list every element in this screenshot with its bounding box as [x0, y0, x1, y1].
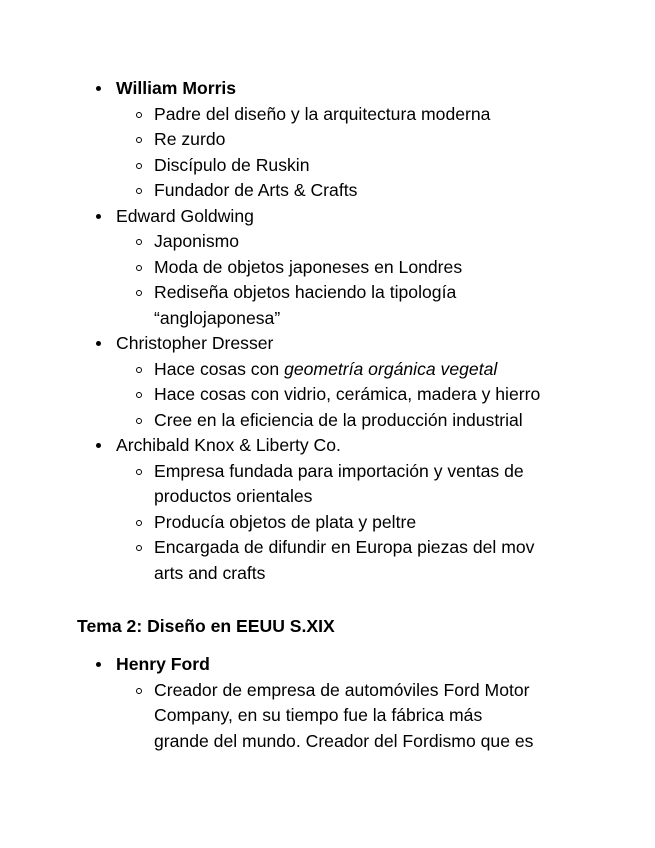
- bullet-disc-icon: [96, 662, 101, 667]
- sub-item-italic-text: geometría orgánica vegetal: [284, 358, 498, 379]
- sub-item-text: Encargada de difundir en Europa piezas del mov: [154, 537, 535, 557]
- bullet-circle-icon: [136, 418, 142, 424]
- list-item-edward-goldwing: [96, 204, 636, 230]
- section-heading: Tema 2: Diseño en EEUU S.XIX: [77, 616, 335, 636]
- sub-item-text: Moda de objetos japoneses en Londres: [154, 256, 463, 277]
- list-item-william-morris: [96, 76, 636, 102]
- sub-item-text: Discípulo de Ruskin: [154, 154, 310, 175]
- sub-item-text: productos orientales: [154, 486, 313, 506]
- list-item-label: Edward Goldwing: [116, 205, 254, 226]
- sub-item-text: grande del mundo. Creador del Fordismo que es: [154, 730, 534, 751]
- sub-item: [96, 127, 636, 153]
- bullet-disc-icon: [96, 341, 101, 346]
- sub-item: [96, 280, 636, 306]
- sub-item-text: Empresa fundada para importación y ventas de: [154, 460, 524, 481]
- sub-item-continuation: [96, 729, 636, 755]
- sub-item-text: Company, en su tiempo fue la fábrica más: [154, 705, 483, 725]
- sub-item: [96, 459, 636, 485]
- bullet-circle-icon: [136, 112, 142, 118]
- list-item-henry-ford: [96, 652, 636, 678]
- sub-item: [96, 153, 636, 179]
- sub-item-text: Rediseña objetos haciendo la tipología: [154, 282, 457, 302]
- list-item-label: Archibald Knox & Liberty Co.: [116, 435, 341, 455]
- sub-item-text: Fundador de Arts & Crafts: [154, 180, 358, 200]
- sub-item-text: Padre del diseño y la arquitectura moderna: [154, 103, 491, 124]
- bullet-circle-icon: [136, 265, 142, 271]
- sub-list-edward-goldwing: [96, 229, 636, 331]
- list-item-label: Henry Ford: [116, 654, 210, 674]
- sub-item-text: Creador de empresa de automóviles Ford Motor: [154, 679, 530, 700]
- sub-item: [96, 178, 636, 204]
- bullet-disc-icon: [96, 214, 101, 219]
- sub-item-text: “anglojaponesa”: [154, 307, 281, 328]
- bullet-circle-icon: [136, 469, 142, 475]
- bullet-circle-icon: [136, 392, 142, 398]
- sub-item-text: Re zurdo: [154, 129, 226, 149]
- bullet-disc-icon: [96, 86, 101, 91]
- sub-item-text: Japonismo: [154, 231, 240, 251]
- bullet-circle-icon: [136, 163, 142, 169]
- sub-item: [96, 510, 636, 536]
- sub-list-christopher-dresser: [96, 357, 636, 434]
- bullet-circle-icon: [136, 520, 142, 526]
- bullet-disc-icon: [96, 443, 101, 448]
- list-item-archibald-knox: [96, 433, 636, 459]
- bullet-circle-icon: [136, 137, 142, 143]
- sub-list-henry-ford: [96, 678, 636, 755]
- sub-item: [96, 229, 636, 255]
- sub-item-continuation: [96, 561, 636, 587]
- sub-list-archibald-knox: [96, 459, 636, 587]
- sub-item: [96, 357, 636, 383]
- bullet-list-section-1: [96, 76, 636, 586]
- sub-item-text: arts and crafts: [154, 562, 266, 583]
- sub-item: [96, 382, 636, 408]
- sub-list-william-morris: [96, 102, 636, 204]
- sub-item-text: Cree en la eficiencia de la producción industrial: [154, 409, 523, 430]
- sub-item: [96, 102, 636, 128]
- sub-item-text: Producía objetos de plata y peltre: [154, 511, 417, 532]
- sub-item-continuation: [96, 484, 636, 510]
- sub-item: [96, 255, 636, 281]
- sub-item-continuation: [96, 306, 636, 332]
- list-item-christopher-dresser: [96, 331, 636, 357]
- bullet-circle-icon: [136, 688, 142, 694]
- bullet-circle-icon: [136, 545, 142, 551]
- bullet-circle-icon: [136, 188, 142, 194]
- list-item-label: William Morris: [116, 78, 237, 98]
- sub-item-continuation: [96, 703, 636, 729]
- sub-item-text: Hace cosas con vidrio, cerámica, madera y hierro: [154, 384, 541, 404]
- sub-item-text: Hace cosas con: [154, 358, 285, 379]
- sub-item: [96, 408, 636, 434]
- bullet-circle-icon: [136, 239, 142, 245]
- bullet-list-section-2: [96, 652, 636, 754]
- bullet-circle-icon: [136, 290, 142, 296]
- list-item-label: Christopher Dresser: [116, 333, 274, 353]
- bullet-circle-icon: [136, 367, 142, 373]
- sub-item: [96, 678, 636, 704]
- sub-item: [96, 535, 636, 561]
